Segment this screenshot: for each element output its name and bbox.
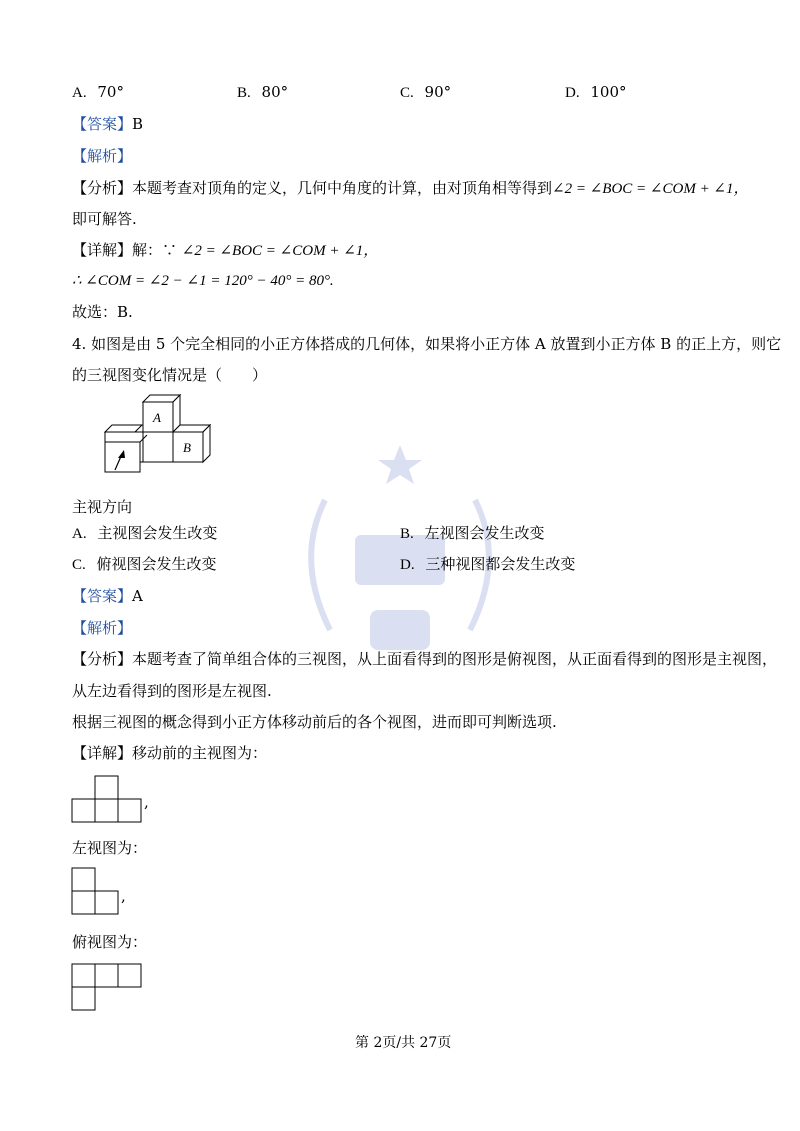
- q4-option-b: [400, 523, 545, 544]
- q4-option-d: [400, 554, 575, 575]
- q4-left-view-label: 左视图为：: [72, 839, 148, 857]
- q4-stem-line1: 4. 如图是由 5 个完全相同的小正方体搭成的几何体，如果将小正方体 A 放置到小正方体 B 的正上方，则它: [72, 335, 782, 353]
- q3-answer-value: B: [132, 115, 144, 133]
- q4-cube-label-a: A: [153, 410, 161, 425]
- q4-left-view-comma: ,: [121, 887, 126, 905]
- q3-option-d-label: D.: [565, 85, 580, 101]
- q4-answer-tag: 【答案】: [72, 587, 133, 605]
- q4-detail: [72, 743, 267, 763]
- q3-detail-tag: 【详解】: [72, 241, 133, 259]
- q4-option-d-label: D.: [400, 557, 415, 573]
- q4-option-c-label: C.: [72, 557, 86, 573]
- q3-analysis-text: 本题考查对顶角的定义，几何中角度的计算，由对顶角相等得到: [132, 179, 553, 197]
- q3-option-c-label: C.: [400, 85, 414, 101]
- q4-analysis-text: 本题考查了简单组合体的三视图，从上面看得到的图形是俯视图，从正面看得到的图形是主视图，: [132, 650, 778, 668]
- q4-stem-line2: 的三视图变化情况是（ ）: [72, 366, 268, 384]
- q3-option-c-value: 90°: [424, 83, 452, 101]
- q4-option-c: [72, 554, 217, 575]
- q4-option-d-text: 三种视图都会发生改变: [425, 555, 576, 573]
- q3-detail: [72, 240, 378, 261]
- q4-answer: [72, 586, 143, 606]
- q4-option-a-label: A.: [72, 526, 87, 542]
- q4-detail-tag: 【详解】: [72, 744, 133, 762]
- q4-top-view-figure: [72, 962, 152, 1012]
- q3-option-b: [237, 82, 288, 103]
- q3-option-d-value: 100°: [590, 83, 627, 101]
- q4-option-c-text: 俯视图会发生改变: [96, 555, 217, 573]
- q3-option-b-value: 80°: [261, 83, 289, 101]
- q4-figure-caption: 主视方向: [72, 498, 133, 516]
- q4-option-b-label: B.: [400, 526, 414, 542]
- q3-option-a: [72, 82, 124, 103]
- q4-detail-text: 移动前的主视图为：: [132, 744, 268, 762]
- q4-front-view-comma: ,: [144, 793, 149, 811]
- q3-option-c: [400, 82, 451, 103]
- q4-analysis-intro-tag: 【分析】: [72, 650, 133, 668]
- q3-option-a-label: A.: [72, 85, 87, 101]
- q4-front-view-figure: [72, 774, 152, 824]
- q4-analysis: [72, 649, 777, 669]
- q4-option-b-text: 左视图会发生改变: [424, 524, 545, 542]
- q4-analysis-tag: 【解析】: [72, 619, 133, 637]
- q3-answer-tag: 【答案】: [72, 115, 133, 133]
- q4-option-a-text: 主视图会发生改变: [97, 524, 218, 542]
- q4-analysis-text2: 从左边看得到的图形是左视图.: [72, 682, 272, 700]
- q3-option-a-value: 70°: [97, 83, 124, 101]
- q4-option-a: [72, 523, 217, 544]
- q4-cube-label-b: B: [183, 440, 191, 455]
- q4-cube-figure: [100, 392, 250, 492]
- q3-detail-text: 解：∵: [132, 241, 182, 259]
- q3-answer: [72, 114, 143, 134]
- q3-analysis-intro-tag: 【分析】: [72, 179, 133, 197]
- q3-detail-formula: ∠2 = ∠BOC = ∠COM + ∠1，: [181, 243, 379, 259]
- q3-detail-formula2: ∴ ∠COM = ∠2 − ∠1 = 120° − 40° = 80°.: [72, 273, 334, 289]
- q4-analysis-text3: 根据三视图的概念得到小正方体移动前后的各个视图，进而即可判断选项.: [72, 713, 557, 731]
- q3-analysis-formula: ∠2 = ∠BOC = ∠COM + ∠1，: [552, 181, 749, 197]
- q4-top-view-label: 俯视图为：: [72, 933, 148, 951]
- q3-analysis: [72, 178, 749, 199]
- q3-option-b-label: B.: [237, 85, 251, 101]
- q4-answer-value: A: [132, 587, 143, 605]
- page-footer: 第 2页/共 27页: [355, 1035, 452, 1051]
- q3-conclusion: 故选：B.: [72, 303, 133, 321]
- q3-analysis-tag: 【解析】: [72, 147, 133, 165]
- q3-analysis-text2: 即可解答.: [72, 210, 137, 228]
- q3-option-d: [565, 82, 627, 103]
